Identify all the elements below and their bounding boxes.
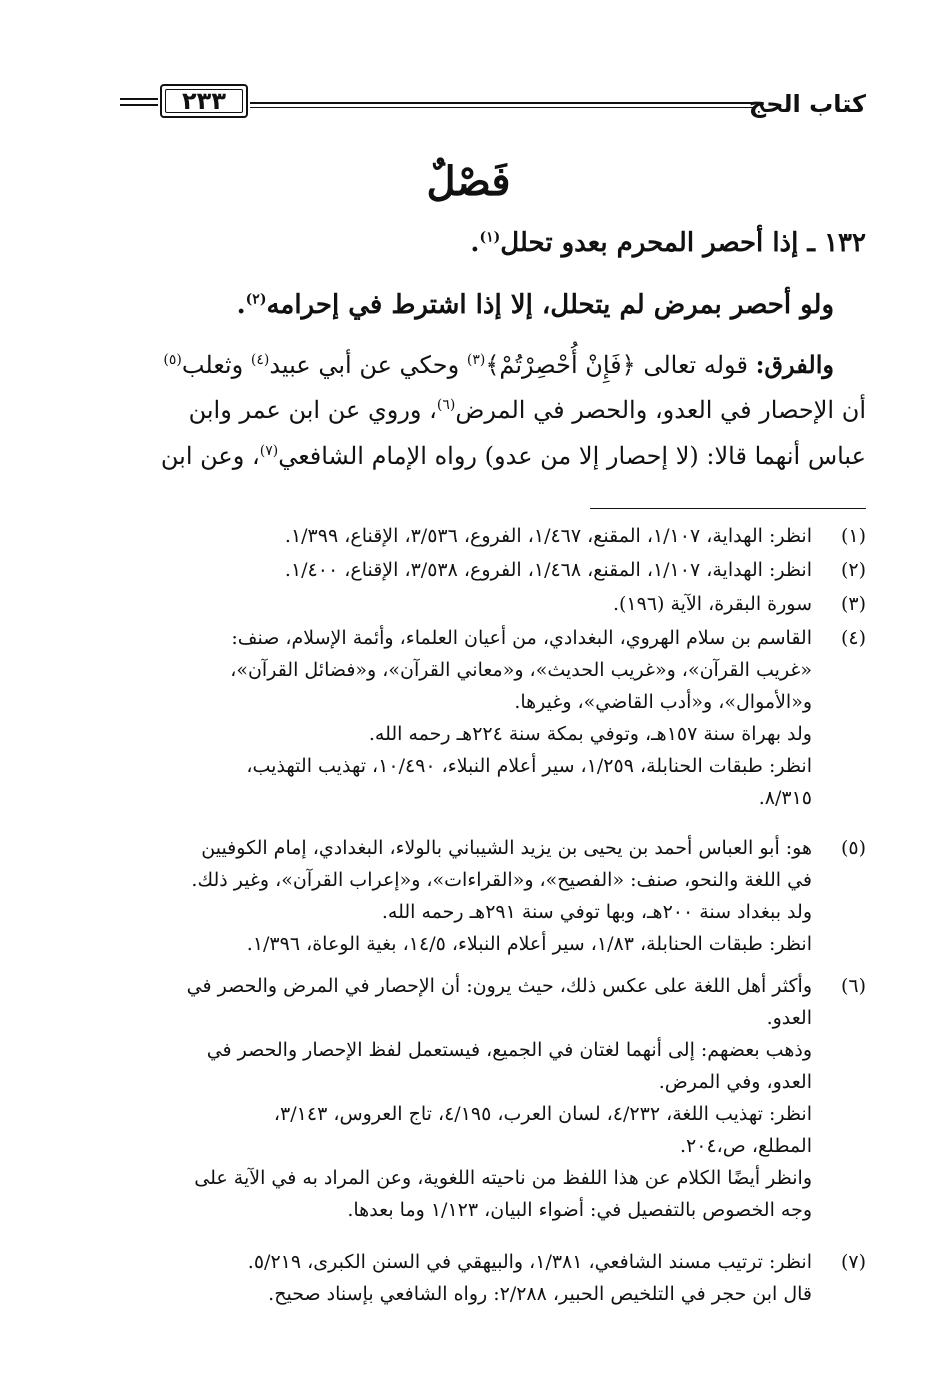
- farq-line-3: [161, 442, 866, 470]
- footnote-body: [66, 520, 812, 552]
- footnote-number: (٤): [840, 627, 866, 649]
- farq-line-1: [163, 350, 834, 379]
- farq-line2-b: ، وروي عن ابن عمر وابن: [188, 396, 437, 424]
- footnote-body: [66, 588, 812, 620]
- farq-line3-b: ، وعن ابن: [160, 442, 260, 470]
- farq-line3-a: عباس أنهما قالا: (لا إحصار إلا من عدو) رواه الإمام الشافعي: [278, 442, 866, 470]
- footnote-ref-7[interactable]: (٧): [259, 443, 279, 459]
- footnote-line: وذهب بعضهم: إلى أنهما لغتان في الجميع، فيستعمل لفظ الإحصار والحصر في: [206, 1039, 812, 1061]
- footnote-line: وأكثر أهل اللغة على عكس ذلك، حيث يرون: أن الإحصار في المرض والحصر في: [186, 975, 812, 997]
- matn-line-2: ولو أحصر بمرض لم يتحلل، إلا إذا اشترط في إحرامه$^{(٢)}$.: [236, 290, 834, 320]
- matn-2-text: ولو أحصر بمرض لم يتحلل، إلا إذا اشترط في إحرامه: [266, 290, 834, 320]
- footnote-ref-3[interactable]: (٣): [466, 352, 486, 368]
- main-text: [74, 0, 866, 500]
- footnote-line: سورة البقرة، الآية (١٩٦).: [612, 593, 812, 615]
- footnote-line: العدو، وفي المرض.: [658, 1071, 812, 1093]
- footnote-line: هو: أبو العباس أحمد بن يحيى بن يزيد الشيباني بالولاء، البغدادي، إمام الكوفيين: [201, 837, 812, 859]
- footnote-line: وجه الخصوص بالتفصيل في: أضواء البيان، ١/١٢٣ وما بعدها.: [347, 1199, 812, 1221]
- footnote-ref-6[interactable]: (٦): [436, 397, 456, 413]
- farq-line1-c: وثعلب: [181, 351, 244, 379]
- footnote-number: (٣): [840, 593, 866, 615]
- footnote-number: (٢): [840, 559, 866, 581]
- farq-line1-a: قوله تعالى ﴿فَإِنْ أُحْصِرْتُمْ﴾: [485, 351, 748, 379]
- footnote-body: [66, 832, 812, 960]
- footnote-number: (١): [840, 525, 866, 547]
- footnote-line: «غريب القرآن»، و«غريب الحديث»، و«معاني القرآن»، و«فضائل القرآن»،: [230, 659, 812, 681]
- footnote-line: انظر: الهداية، ١/١٠٧، المقنع، ١/٤٦٧، الفروع، ٣/٥٣٦، الإقناع، ١/٣٩٩.: [284, 525, 812, 547]
- footnote-line: و«الأموال»، و«أدب القاضي»، وغيرها.: [514, 691, 812, 713]
- footnote-line: المطلع، ص،٢٠٤.: [680, 1135, 812, 1157]
- farq-line1-b: وحكي عن أبي عبيد: [269, 351, 460, 379]
- footnote-body: [66, 554, 812, 586]
- page-number: ٢٣٣: [182, 87, 226, 115]
- matn-line-1: ١٣٢ ـ إذا أحصر المحرم بعدو تحلل$^{(١)}$.: [470, 228, 866, 258]
- farq-line2-a: أن الإحصار في العدو، والحصر في المرض: [455, 396, 866, 424]
- footnote-body: [66, 622, 812, 814]
- footnote-line: قال ابن حجر في التلخيص الحبير، ٢/٢٨٨: رواه الشافعي بإسناد صحيح.: [268, 1283, 812, 1305]
- footnote-line: انظر: ترتيب مسند الشافعي، ١/٣٨١، والبيهقي في السنن الكبرى، ٥/٢١٩.: [247, 1251, 812, 1273]
- footnote-line: ولد بهراة سنة ١٥٧هـ، وتوفي بمكة سنة ٢٢٤هـ رحمه الله.: [368, 723, 812, 745]
- footnote-line: القاسم بن سلام الهروي، البغدادي، من أعيان العلماء، وأئمة الإسلام، صنف:: [231, 627, 812, 649]
- footnote-line: انظر: الهداية، ١/١٠٧، المقنع، ١/٤٦٨، الفروع، ٣/٥٣٨، الإقناع، ١/٤٠٠.: [284, 559, 812, 581]
- footnote-line: في اللغة والنحو، صنف: «الفصيح»، و«القراءات»، و«إعراب القرآن»، وغير ذلك.: [191, 869, 812, 891]
- footnote-body: [66, 970, 812, 1226]
- footnote-body: [66, 1246, 812, 1310]
- matn-1-text: ١٣٢ ـ إذا أحصر المحرم بعدو تحلل: [500, 228, 866, 258]
- footnote-line: انظر: تهذيب اللغة، ٤/٢٣٢، لسان العرب، ٤/١٩٥، تاج العروس، ٣/١٤٣،: [273, 1103, 812, 1125]
- book-title: كتاب الحج: [748, 90, 866, 118]
- footnote-divider: [590, 508, 866, 509]
- footnote-number: (٥): [840, 837, 866, 859]
- footnote-line: ٨/٣١٥.: [758, 787, 812, 809]
- footnote-line: وانظر أيضًا الكلام عن هذا اللفظ من ناحيته اللغوية، وعن المراد به في الآية على: [194, 1167, 812, 1189]
- farq-label: والفرق:: [755, 350, 834, 379]
- footnote-ref-2[interactable]: (٢): [245, 291, 267, 308]
- farq-line-2: [189, 396, 866, 424]
- footnote-number: (٦): [840, 975, 866, 997]
- footnote-ref-4[interactable]: (٤): [250, 352, 270, 368]
- footnote-number: (٧): [840, 1251, 866, 1273]
- footnote-line: انظر: طبقات الحنابلة، ١/٨٣، سير أعلام النبلاء، ١٤/٥، بغية الوعاة، ١/٣٩٦.: [246, 933, 812, 955]
- footnote-line: العدو.: [766, 1007, 812, 1029]
- section-heading: فَصْلٌ: [426, 158, 511, 205]
- footnote-line: ولد ببغداد سنة ٢٠٠هـ، وبها توفي سنة ٢٩١هـ رحمه الله.: [381, 901, 812, 923]
- footnote-line: انظر: طبقات الحنابلة، ١/٢٥٩، سير أعلام النبلاء، ١٠/٤٩٠، تهذيب التهذيب،: [246, 755, 812, 777]
- footnote-ref-5[interactable]: (٥): [163, 352, 182, 368]
- footnote-ref-1[interactable]: (١): [479, 229, 501, 246]
